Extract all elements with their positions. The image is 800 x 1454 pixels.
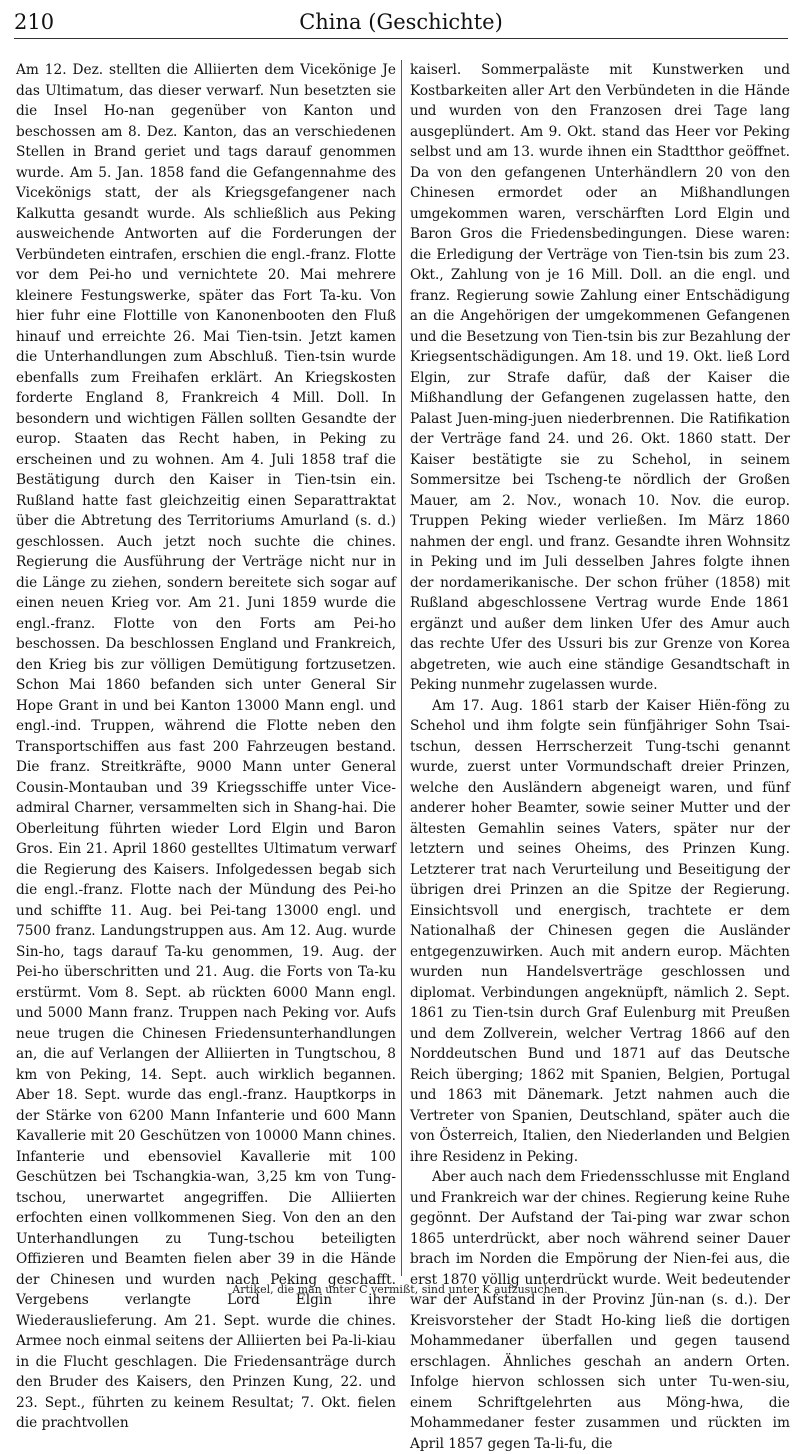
- column-divider: [401, 60, 402, 1276]
- running-title: China (Geschichte): [299, 10, 503, 34]
- paragraph: Am 17. Aug. 1861 starb der Kaiser Hiën-föng zu Schehol und ihm folgte sein fünfjähriger Sohn Tsai-tschun, dessen Herrscherzeit Tung-tschi genannt wurde, zuerst unter Vormundschaft dreier Prinzen, welche den Ausländern abgeneigt waren, und fünf anderer hoher Beamter, sowie seiner Mutter und der ältesten Gemahlin seines Vaters, später nur der letztern und seines Oheims, des Prinzen Kung. Letzterer trat nach Verurteilung und Beseitigung der übrigen drei Prinzen an die Spitze der Regierung. Einsichtsvoll und energisch, trachtete er dem Nationalhaß der Chinesen gegen die Ausländer entgegenzuwirken. Auch mit andern europ. Mächten wurden nun Handelsverträge geschlossen und diplomat. Verbindungen angeknüpft, nämlich 2. Sept. 1861 zu Tien-tsin durch Graf Eulenburg mit Preußen und dem Zollverein, welcher Vertrag 1866 auf den Norddeutschen Bund und 1871 auf das Deutsche Reich überging; 1862 mit Spanien, Belgien, Portugal und 1863 mit Dänemark. Jetzt nahmen auch die Vertreter von Spanien, Deutschland, später auch die von Österreich, Italien, den Niederlanden und Belgien ihre Residenz in Peking.: [410, 697, 790, 1165]
- paragraph: Am 12. Dez. stellten die Alliierten dem Vicekönige Je das Ultimatum, das dieser verwarf. Nun besetzten sie die Insel Ho-nan gegenüber von Kanton und beschossen am 8. Dez. Kanton, das an verschiedenen Stellen in Brand geriet und tags darauf genommen wurde. Am 5. Jan. 1858 fand die Gefangennahme des Vicekönigs statt, der als Kriegsgefangener nach Kalkutta gesandt wurde. Als schließlich aus Peking ausweichende Antworten auf die Forderungen der Verbündeten eintrafen, erschien die engl.-franz. Flotte vor dem Pei-ho und vernichtete 20. Mai mehrere kleinere Festungswerke, später das Fort Ta-ku. Von hier fuhr eine Flottille von Kanonenbooten den Fluß hinauf und erreichte 26. Mai Tien-tsin. Jetzt kamen die Unterhandlungen zum Abschluß. Tien-tsin wurde ebenfalls zum Freihafen erklärt. An Kriegskosten forderte England 8, Frankreich 4 Mill. Doll. In besondern und wichtigen Fällen sollten Gesandte der europ. Staaten das Recht haben, in Peking zu erscheinen und zu wohnen. Am 4. Juli 1858 traf die Bestätigung durch den Kaiser in Tien-tsin ein. Rußland hatte fast gleichzeitig einen Separattraktat über die Abtretung des Territoriums Amurland (s. d.) geschlossen. Auch jetzt noch suchte die chines. Regierung die Ausführung der Verträge nicht nur in die Länge zu ziehen, sondern bereitete sich sogar auf einen neuen Krieg vor. Am 21. Juni 1859 wurde die engl.-franz. Flotte von den Forts am Pei-ho beschossen. Da beschlossen England und Frankreich, den Krieg bis zur völligen Demütigung fortzusetzen. Schon Mai 1860 befanden sich unter General Sir Hope Grant in und bei Kanton 13000 Mann engl. und engl.-ind. Truppen, während die Flotte neben den Transportschiffen aus fast 200 Fahrzeugen bestand. Die franz. Streitkräfte, 9000 Mann unter General Cousin-Montauban und 39 Kriegsschiffe unter Vice-admiral Charner, versammelten sich in Shang-hai. Die Oberleitung führten wieder Lord Elgin und Baron Gros. Ein 21. April 1860 gestelltes Ultimatum verwarf die Regierung des Kaisers. Infolgedessen begab sich die engl.-franz. Flotte nach der Mündung des Pei-ho und schiffte 11. Aug. bei Pei-tang 13000 engl. und 7500 franz. Landungstruppen aus. Am 12. Aug. wurde Sin-ho, tags darauf Ta-ku genommen, 19. Aug. der Pei-ho überschritten und 21. Aug. die Forts von Ta-ku erstürmt. Vom 8. Sept. ab rückten 6000 Mann engl. und 5000 Mann franz. Truppen nach Peking vor. Aufs neue trugen die Chinesen Friedensunterhandlungen an, die auf Verlangen der Alliierten in Tungtschou, 8 km von Peking, 14. Sept. auch wirklich begannen. Aber 18. Sept. wurde das engl.-franz. Hauptkorps in der Stärke von 6200 Mann Infanterie und 600 Mann Kavallerie mit 20 Geschützen von 10000 Mann chines. Infanterie und ebensoviel Kavallerie mit 100 Geschützen bei Tschangkia-wan, 3,25 km von Tung-tschou, unerwartet angegriffen. Die Alliierten erfochten einen vollkommenen Sieg. Von den an den Unterhandlungen zu Tung-tschou beteiligten Offizieren und Beamten fielen aber 39 in die Hände der Chinesen und wurden nach Peking geschafft. Vergebens verlangte Lord Elgin ihre Wiederauslieferung. Am 21. Sept. wurde die chines. Armee noch einmal seitens der Alliierten bei Pa-li-kiau in die Flucht geschlagen. Die Friedensanträge durch den Bruder des Kaisers, den Prinzen Kung, 22. und 23. Sept., führten zu keinem Resultat; 7. Okt. fielen die prachtvollen: [16, 62, 396, 1431]
- right-column: [410, 60, 790, 1452]
- page-header: [14, 8, 788, 39]
- footer-note: Artikel, die man unter C vermißt, sind unter K aufzusuchen.: [232, 1283, 568, 1296]
- paragraph: Aber auch nach dem Friedensschlusse mit England und Frankreich war der chines. Regierung keine Ruhe gegönnt. Der Aufstand der Tai-ping war zwar schon 1865 unterdrückt, aber noch während seiner Dauer brach im Norden die Empörung der Nien-fei aus, die erst 1870 völlig unterdrückt wurde. Weit bedeutender war der Aufstand in der Provinz Jün-nan (s. d.). Der Kreisvorsteher der Stadt Ho-king ließ die dortigen Mohammedaner überfallen und gegen tausend erschlagen. Ähnliches geschah an andern Orten. Infolge hiervon schlossen sich unter Tu-wen-siu, einem Schriftgelehrten aus Möng-hwa, die Mohammedaner fester zusammen und rückten im April 1857 gegen Ta-li-fu, die: [410, 1169, 790, 1452]
- left-column: [16, 60, 396, 1431]
- page-number: 210: [14, 10, 55, 34]
- paragraph: kaiserl. Sommerpaläste mit Kunstwerken und Kostbarkeiten aller Art den Verbündeten in die Hände und wurden von den Franzosen drei Tage lang ausgeplündert. Am 9. Okt. stand das Heer vor Peking selbst und am 13. wurde ihnen ein Stadtthor geöffnet. Da von den gefangenen Unterhändlern 20 von den Chinesen ermordet oder an Mißhandlungen umgekommen waren, verschärften Lord Elgin und Baron Gros die Friedensbedingungen. Diese waren: die Erledigung der Verträge von Tien-tsin bis zum 23. Okt., Zahlung von je 16 Mill. Doll. an die engl. und franz. Regierung sowie Zahlung einer Entschädigung an die Angehörigen der umgekommenen Gefangenen und die Besetzung von Tien-tsin bis zur Bezahlung der Kriegsentschädigungen. Am 18. und 19. Okt. ließ Lord Elgin, zur Strafe dafür, daß der Kaiser die Mißhandlung der Gefangenen zugelassen hatte, den Palast Juen-ming-juen niederbrennen. Die Ratifikation der Verträge fand 24. und 26. Okt. 1860 statt. Der Kaiser bestätigte sie zu Schehol, in seinem Sommersitze bei Tscheng-te nördlich der Großen Mauer, am 2. Nov., wonach 10. Nov. die europ. Truppen Peking wieder verließen. Im März 1860 nahmen der engl. und franz. Gesandte ihren Wohnsitz in Peking und im Juli desselben Jahres folgte ihnen der nordamerikanische. Der schon früher (1858) mit Rußland abgeschlossene Vertrag wurde Ende 1861 ergänzt und außer dem linken Ufer des Amur auch das rechte Ufer des Ussuri bis zur Grenze von Korea abgetreten, wie auch eine ständige Gesandtschaft in Peking nunmehr zugelassen wurde.: [410, 62, 790, 693]
